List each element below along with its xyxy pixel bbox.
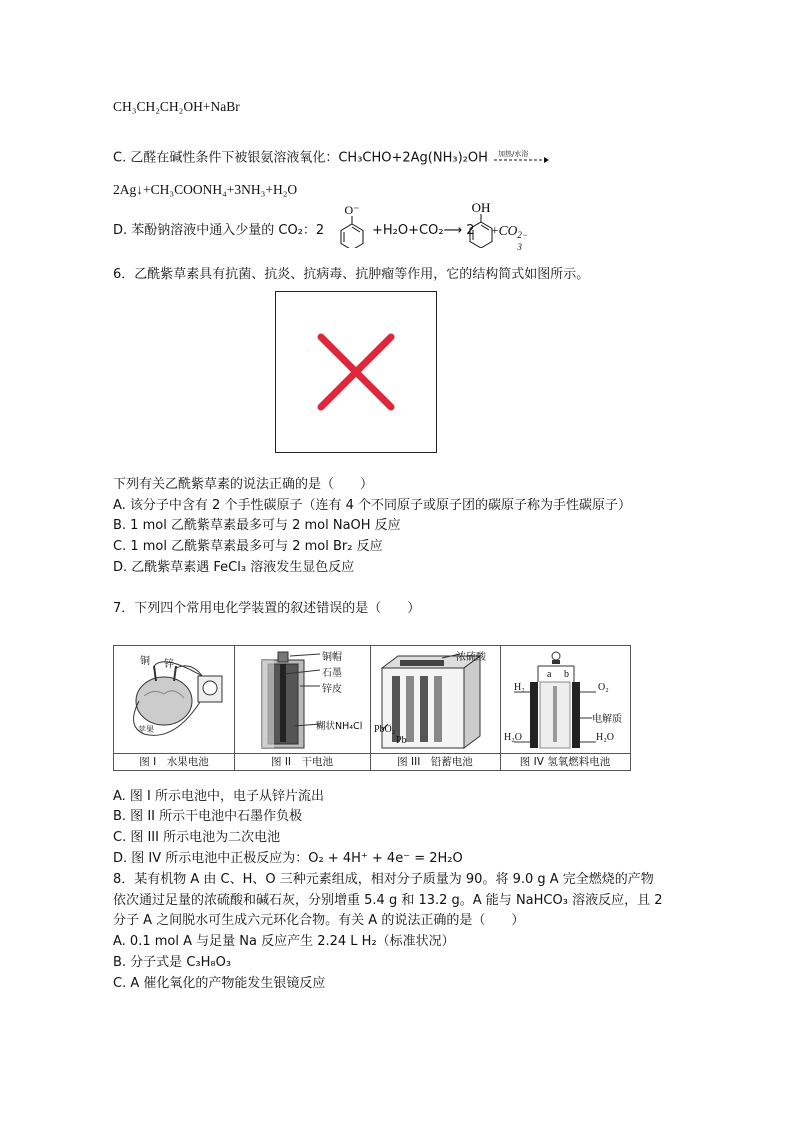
q7-option-b: B. 图 II 所示干电池中石墨作负极	[113, 809, 303, 824]
q6-question: 下列有关乙酰紫草素的说法正确的是（ ）	[113, 477, 374, 492]
carbonate-formula: CO	[498, 223, 518, 238]
caption-fig2: 图 II 干电池	[234, 753, 370, 770]
label-pbo2: PbO₂	[374, 724, 396, 735]
missing-image-placeholder	[275, 291, 437, 453]
phenoxide-o-label: O⁻	[344, 203, 360, 217]
q6-option-d: D. 乙酰紫草素遇 FeCl₃ 溶液发生显色反应	[113, 560, 355, 575]
reaction-arrow	[492, 149, 550, 167]
figure-fuel-cell	[500, 646, 630, 770]
formula-tail: CH₃CH₂CH₂OH+NaBr	[113, 99, 240, 114]
label-sulfuric-acid: 浓硫酸	[456, 652, 486, 663]
label-o2: O₂	[598, 682, 609, 693]
label-apple: 苹果	[138, 725, 154, 734]
plus-sign: +	[491, 223, 499, 238]
q5-option-d-prefix: D. 苯酚钠溶液中通入少量的 CO₂：2	[113, 223, 325, 238]
q8-stem-line-2: 依次通过足量的浓硫酸和碱石灰，分别增重 5.4 g 和 13.2 g。A 能与 NaHCO₃ 溶液反应，且 2	[113, 893, 663, 908]
caption-fig4: 图 IV 氢氧燃料电池	[500, 753, 630, 770]
q7-option-d: D. 图 IV 所示电池中正极反应为：O₂ + 4H⁺ + 4e⁻ = 2H₂O	[113, 851, 463, 866]
phenol-oh-label: OH	[471, 200, 491, 215]
phenoxide-structure-icon	[332, 200, 372, 248]
electrochem-figures	[113, 645, 631, 771]
label-graphite: 石墨	[322, 668, 342, 679]
label-electrode-a: a	[547, 669, 552, 680]
label-zinc-shell: 锌皮	[322, 684, 342, 695]
q5-option-d	[113, 222, 324, 240]
label-nh4cl-paste: 糊状NH₄Cl	[316, 721, 363, 732]
carbonate-charge: 2−	[517, 230, 528, 240]
q5-option-c	[113, 149, 550, 168]
reaction-arrow-label: 加热/水浴	[498, 150, 529, 158]
q7-option-c: C. 图 III 所示电池为二次电池	[113, 830, 281, 845]
broken-image-icon	[276, 292, 436, 452]
q8-option-b: B. 分子式是 C₃H₈O₃	[113, 955, 232, 970]
q7-option-a: A. 图 I 所示电池中，电子从锌片流出	[113, 789, 325, 804]
figure-lead-acid-battery	[370, 646, 501, 770]
q8-stem-line-3: 分子 A 之间脱水可生成六元环化合物。有关 A 的说法正确的是（ ）	[113, 913, 525, 928]
q6-option-a: A. 该分子中含有 2 个手性碳原子（连有 4 个不同原子或原子团的碳原子称为手性碳原子）	[113, 498, 632, 513]
label-electrode-b: b	[564, 669, 569, 680]
label-electrolyte: 电解质	[592, 714, 622, 725]
carbonate-subscript: 3	[517, 242, 522, 252]
q5-option-c-text: C. 乙醛在碱性条件下被银氨溶液氧化：CH₃CHO+2Ag(NH₃)₂OH	[113, 150, 488, 166]
q8-stem-line-1: 8．某有机物 A 由 C、H、O 三种元素组成，相对分子质量为 90。将 9.0 g A 完全燃烧的产物	[113, 872, 654, 887]
label-h2o-left: H₂O	[504, 732, 522, 743]
caption-fig3: 图 III 铅蓄电池	[370, 753, 500, 770]
q5-option-c-products: 2Ag↓+CH₃COONH₄+3NH₃+H₂O	[113, 182, 298, 197]
label-zinc: 锌	[164, 659, 174, 670]
q8-option-c: C. A 催化氧化的产物能发生银镜反应	[113, 976, 326, 991]
label-h2o-right: H₂O	[596, 732, 614, 743]
label-copper-cap: 铜帽	[322, 652, 342, 663]
q5-option-d-mid: +H₂O+CO₂⟶ 2	[372, 223, 475, 238]
carbonate-ion	[491, 222, 531, 252]
label-pb: Pb	[396, 735, 407, 746]
figure-fruit-battery	[114, 646, 235, 770]
label-copper: 铜	[140, 656, 150, 667]
q8-option-a: A. 0.1 mol A 与足量 Na 反应产生 2.24 L H₂（标准状况）	[113, 934, 455, 949]
q6-option-b: B. 1 mol 乙酰紫草素最多可与 2 mol NaOH 反应	[113, 518, 401, 533]
q6-option-c: C. 1 mol 乙酰紫草素最多可与 2 mol Br₂ 反应	[113, 539, 383, 554]
q6-stem: 6．乙酰紫草素具有抗菌、抗炎、抗病毒、抗肿瘤等作用，它的结构简式如图所示。	[113, 267, 590, 282]
caption-fig1: 图 I 水果电池	[114, 753, 234, 770]
q7-stem: 7．下列四个常用电化学装置的叙述错误的是（ ）	[113, 601, 421, 616]
label-h2: H₂	[514, 682, 525, 693]
figure-dry-cell	[234, 646, 371, 770]
